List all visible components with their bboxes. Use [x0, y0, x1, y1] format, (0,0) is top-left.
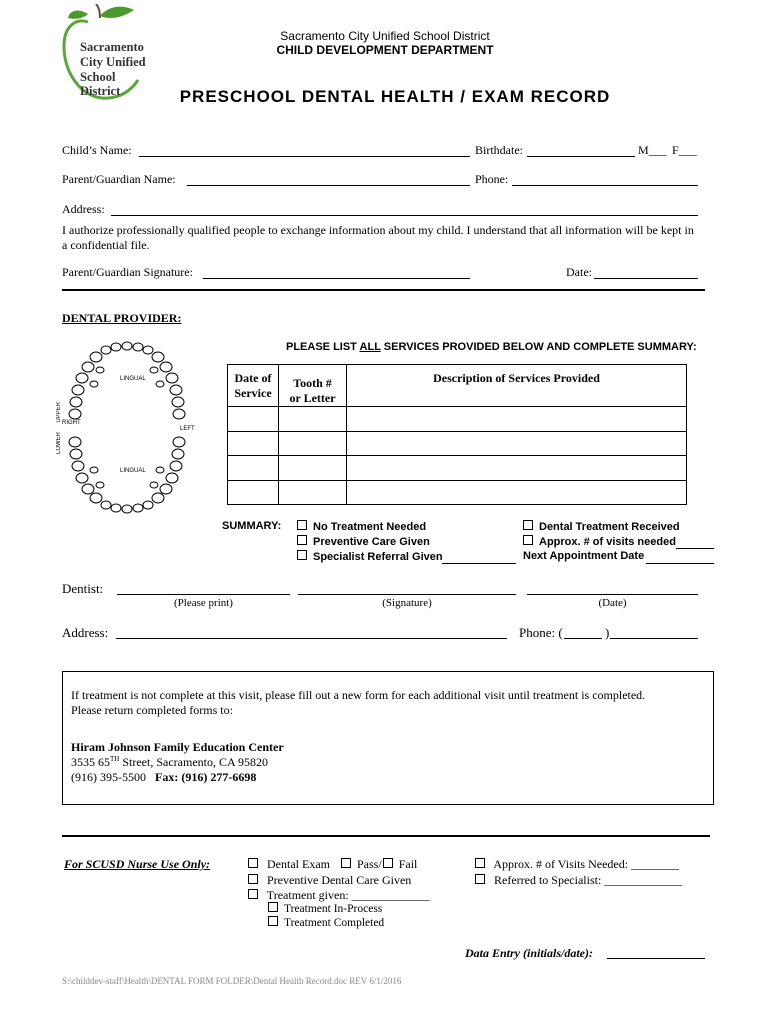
dentist-phone-label: Phone: (: [519, 625, 563, 640]
services-instruction: [286, 341, 697, 353]
street-number: 3535 65: [71, 755, 110, 769]
guardian-name-label: Parent/Guardian Name:: [62, 172, 176, 186]
table-cell[interactable]: [347, 456, 687, 481]
table-cell[interactable]: [228, 407, 279, 432]
in-process-label: Treatment In-Process: [284, 903, 383, 915]
table-cell[interactable]: [347, 407, 687, 432]
phone-label: Phone:: [475, 172, 509, 186]
col-date-header: [228, 365, 279, 407]
guardian-signature-field[interactable]: [203, 278, 470, 279]
authorization-text: I authorize professionally qualified people to exchange information about my child. I understand that all information will be kept in a confidential file.: [62, 223, 694, 252]
dentist-signature-field[interactable]: [298, 594, 516, 595]
return-instructions-box: [62, 671, 714, 805]
center-contact: [71, 770, 256, 785]
table-cell[interactable]: [279, 431, 347, 456]
checkbox-icon[interactable]: [523, 535, 533, 545]
tooth-chart[interactable]: [56, 340, 200, 515]
dental-exam-checkbox[interactable]: [248, 857, 330, 872]
treatment-completed-label: Treatment Completed: [284, 917, 385, 929]
female-field[interactable]: F___: [672, 143, 697, 157]
signature-hint: (Signature): [382, 597, 432, 609]
table-cell[interactable]: [279, 456, 347, 481]
dentist-phone-field[interactable]: [610, 638, 698, 639]
street-suffix: TH: [110, 755, 120, 763]
in-process-checkbox[interactable]: [268, 902, 382, 915]
address-label: Address:: [62, 202, 105, 216]
chart-lingual-upper: LINGUAL: [120, 376, 146, 382]
logo-line-2: City Unified: [80, 55, 146, 69]
district-name: Sacramento City Unified School District: [280, 29, 490, 43]
treatment-received-checkbox[interactable]: [523, 520, 680, 533]
approx-visits-field[interactable]: [676, 548, 714, 549]
phone-field[interactable]: [512, 185, 698, 186]
table-cell[interactable]: [347, 480, 687, 505]
next-appointment-label: Next Appointment Date: [523, 550, 645, 562]
center-fax: Fax: (916) 277-6698: [155, 770, 257, 784]
data-entry-field[interactable]: [607, 958, 705, 959]
checkbox-icon[interactable]: [268, 916, 278, 926]
instruction-pre: PLEASE LIST: [286, 341, 360, 353]
center-street: [71, 755, 268, 770]
nurse-section-divider: [62, 835, 710, 837]
col-description-header: Description of Services Provided: [347, 365, 687, 407]
checkbox-icon[interactable]: [475, 858, 485, 868]
specialist-referral-label: Specialist Referral Given: [313, 551, 443, 563]
chart-lower-label: LOWER: [56, 432, 62, 455]
return-forms-note: Please return completed forms to:: [71, 703, 233, 717]
checkbox-icon[interactable]: [268, 902, 278, 912]
preventive-dental-checkbox[interactable]: [248, 873, 411, 888]
preventive-care-label: Preventive Care Given: [313, 536, 430, 548]
next-appointment-field[interactable]: [646, 563, 714, 564]
instruction-post: SERVICES PROVIDED BELOW AND COMPLETE SUMMARY:: [380, 341, 697, 353]
dentist-name-field[interactable]: [117, 594, 290, 595]
treatment-received-label: Dental Treatment Received: [539, 521, 680, 533]
preventive-dental-label: Preventive Dental Care Given: [267, 873, 412, 887]
signature-date-field[interactable]: [594, 278, 698, 279]
date-hint: (Date): [598, 597, 627, 609]
childs-name-label: Child’s Name:: [62, 143, 132, 157]
dentist-label: Dentist:: [62, 581, 104, 596]
chart-left-label: LEFT: [180, 426, 195, 432]
approx-visits-label: Approx. # of visits needed: [539, 536, 676, 548]
checkbox-icon[interactable]: [523, 520, 533, 530]
center-name: Hiram Johnson Family Education Center: [71, 740, 284, 754]
preventive-care-checkbox[interactable]: [297, 535, 430, 548]
referred-specialist-label: Referred to Specialist: _____________: [494, 873, 683, 887]
logo-line-1: Sacramento: [80, 40, 144, 54]
department-name: CHILD DEVELOPMENT DEPARTMENT: [276, 43, 494, 57]
nurse-use-label: For SCUSD Nurse Use Only:: [64, 857, 211, 871]
pass-label: Pass/: [357, 857, 382, 871]
chart-right-label: RIGHT: [62, 420, 81, 426]
table-row: [228, 431, 687, 456]
treatment-completed-checkbox[interactable]: [268, 916, 384, 929]
checkbox-icon[interactable]: [297, 535, 307, 545]
services-table-header: [228, 365, 687, 407]
logo-line-3: School District: [80, 70, 121, 98]
please-print-hint: (Please print): [174, 597, 233, 609]
center-phone: (916) 395-5500: [71, 770, 146, 784]
tooth-chart-diagram: [60, 340, 200, 515]
checkbox-icon[interactable]: [248, 858, 258, 868]
no-treatment-checkbox[interactable]: [297, 520, 426, 533]
dentist-phone-close: ): [605, 625, 610, 640]
col-tooth-line1: Tooth #: [293, 376, 332, 390]
signature-date-label: Date:: [566, 265, 592, 279]
col-tooth-line2: or Letter: [289, 391, 336, 405]
data-entry-label: Data Entry (initials/date):: [465, 946, 594, 960]
table-cell[interactable]: [279, 407, 347, 432]
no-treatment-label: No Treatment Needed: [313, 521, 427, 533]
birthdate-field[interactable]: [527, 156, 635, 157]
checkbox-icon[interactable]: [248, 874, 258, 884]
incomplete-treatment-note: If treatment is not complete at this visit, please fill out a new form for each additional visit until treatment is completed.: [71, 688, 646, 702]
checkbox-icon[interactable]: [248, 889, 258, 899]
birthdate-label: Birthdate:: [475, 143, 523, 157]
col-date-line1: Date of: [234, 371, 272, 385]
services-table: [227, 364, 687, 505]
table-cell[interactable]: [228, 431, 279, 456]
male-field[interactable]: M___: [638, 143, 667, 157]
street-rest: Street, Sacramento, CA 95820: [119, 755, 268, 769]
chart-upper-label: UPPER: [56, 402, 62, 423]
dental-exam-label: Dental Exam: [267, 857, 330, 871]
checkbox-icon[interactable]: [297, 520, 307, 530]
checkbox-icon[interactable]: [297, 550, 307, 560]
footer-file-path: S:\childdev-staff\Health\DENTAL FORM FOLDER\Dental Health Record.doc REV 6/1/2016: [62, 976, 402, 986]
referred-specialist-checkbox[interactable]: [475, 873, 682, 888]
dentist-area-code-field[interactable]: [564, 638, 602, 639]
col-date-line2: Service: [234, 386, 272, 400]
checkbox-icon[interactable]: [341, 858, 351, 868]
section-divider: [62, 289, 705, 291]
childs-name-field[interactable]: [139, 156, 470, 157]
table-cell[interactable]: [347, 431, 687, 456]
table-row: [228, 407, 687, 432]
table-row: [228, 480, 687, 505]
nurse-approx-visits-checkbox[interactable]: [475, 857, 679, 872]
approx-visits-checkbox[interactable]: [523, 535, 676, 548]
pass-fail-checkbox[interactable]: [341, 857, 417, 872]
treatment-given-label: Treatment given: _____________: [266, 888, 430, 902]
col-tooth-header: [279, 365, 347, 407]
guardian-name-field[interactable]: [187, 185, 470, 186]
guardian-signature-label: Parent/Guardian Signature:: [62, 265, 193, 279]
dental-provider-heading: DENTAL PROVIDER:: [62, 311, 182, 325]
fail-label: Fail: [398, 857, 418, 871]
specialist-referral-field[interactable]: [442, 563, 516, 564]
dentist-address-field[interactable]: [116, 638, 507, 639]
dentist-date-field[interactable]: [527, 594, 698, 595]
checkbox-icon[interactable]: [475, 874, 485, 884]
treatment-given-checkbox[interactable]: [248, 888, 430, 903]
page-title: PRESCHOOL DENTAL HEALTH / EXAM RECORD: [179, 87, 611, 106]
table-cell[interactable]: [279, 480, 347, 505]
chart-lingual-lower: LINGUAL: [120, 468, 146, 474]
specialist-referral-checkbox[interactable]: [297, 550, 443, 563]
dentist-address-label: Address:: [62, 625, 109, 640]
checkbox-icon[interactable]: [383, 858, 393, 868]
table-cell[interactable]: [228, 456, 279, 481]
table-row: [228, 456, 687, 481]
instruction-all: ALL: [359, 341, 381, 353]
table-cell[interactable]: [228, 480, 279, 505]
address-field[interactable]: [111, 215, 698, 216]
nurse-approx-visits-label: Approx. # of Visits Needed: ________: [493, 857, 680, 871]
summary-label: SUMMARY:: [222, 520, 282, 532]
